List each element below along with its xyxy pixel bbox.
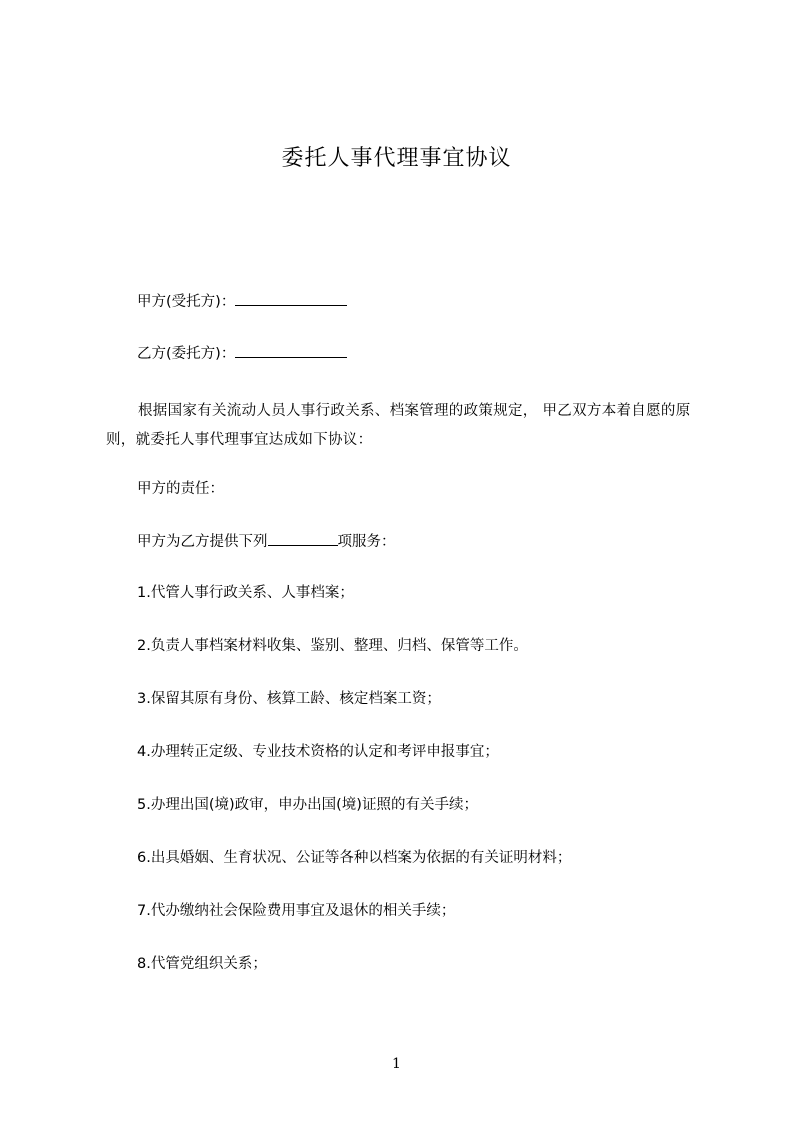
list-item: 6.出具婚姻、生育状况、公证等各种以档案为依据的有关证明材料；	[137, 850, 572, 866]
party-a-line	[137, 292, 347, 311]
services-count-blank[interactable]	[268, 532, 338, 546]
party-a-blank[interactable]	[235, 292, 347, 306]
list-item: 2.负责人事档案材料收集、鉴别、整理、归档、保管等工作。	[137, 638, 528, 654]
preamble-paragraph: 根据国家有关流动人员人事行政关系、档案管理的政策规定， 甲乙双方本着自愿的原则，就委托人事代理事宜达成如下协议：	[106, 403, 691, 448]
services-intro-after: 项服务：	[337, 534, 396, 550]
document-title: 委托人事代理事宜协议	[281, 146, 512, 171]
services-intro	[137, 532, 396, 551]
services-intro-before: 甲方为乙方提供下列	[137, 534, 268, 550]
list-item: 8.代管党组织关系；	[137, 956, 267, 972]
party-b-line	[137, 344, 347, 363]
list-item: 1.代管人事行政关系、人事档案；	[137, 585, 354, 601]
party-b-label: 乙方(委托方)：	[137, 346, 236, 362]
list-item: 5.办理出国(境)政审，申办出国(境)证照的有关手续；	[137, 797, 478, 813]
list-item: 4.办理转正定级、专业技术资格的认定和考评申报事宜；	[137, 744, 499, 760]
page-number: 1	[392, 1056, 401, 1072]
list-item: 7.代办缴纳社会保险费用事宜及退休的相关手续；	[137, 903, 456, 919]
party-b-blank[interactable]	[235, 344, 347, 358]
party-a-label: 甲方(受托方)：	[137, 294, 236, 310]
party-a-duty-heading: 甲方的责任：	[137, 481, 224, 497]
list-item: 3.保留其原有身份、核算工龄、核定档案工资；	[137, 691, 441, 707]
